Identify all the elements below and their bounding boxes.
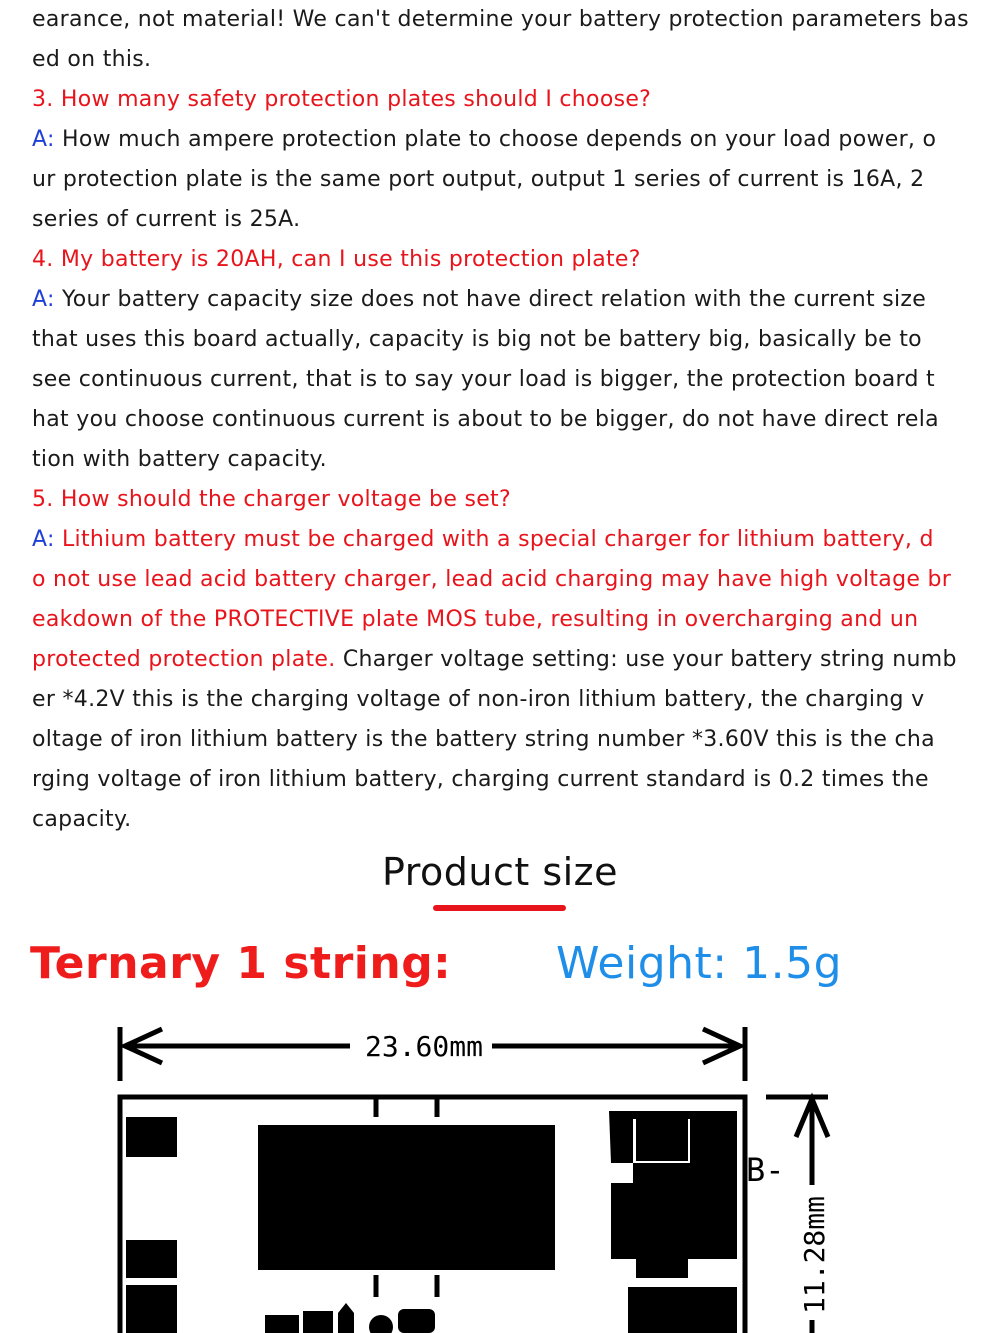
pad-bottom-right (628, 1287, 737, 1333)
section-title: Product size (381, 850, 619, 894)
faq-text (32, 0, 977, 840)
pad-top-left (126, 1117, 177, 1157)
faq-text-segment: capacity. (32, 807, 132, 832)
faq-line (32, 480, 977, 520)
faq-text-segment: ur protection plate is the same port output, output 1 series of current is 16A, 2 (32, 167, 925, 192)
faq-text-segment: rging voltage of iron lithium battery, charging current standard is 0.2 times the (32, 767, 929, 792)
pad-b-minus-label: B- (746, 1151, 785, 1189)
faq-line (32, 200, 977, 240)
variant-label: Ternary 1 string: (30, 938, 452, 989)
faq-text-segment: A: (32, 287, 55, 312)
faq-text-segment: protected protection plate. (32, 647, 336, 672)
faq-text-segment: earance, not material! We can't determine your battery protection parameters bas (32, 7, 969, 32)
board-dimension-diagram (0, 1015, 1000, 1333)
faq-text-segment: Lithium battery must be charged with a special charger for lithium battery, d (54, 527, 934, 552)
faq-text-segment: How much ampere protection plate to choose depends on your load power, o (54, 127, 937, 152)
faq-line (32, 680, 977, 720)
faq-text-segment: 4. My battery is 20AH, can I use this protection plate? (32, 247, 641, 272)
faq-line (32, 440, 977, 480)
weight-label: Weight: 1.5g (556, 938, 843, 989)
faq-text-segment: oltage of iron lithium battery is the battery string number *3.60V this is the cha (32, 727, 935, 752)
faq-line (32, 360, 977, 400)
pad-bottom-left (126, 1285, 177, 1333)
faq-line (32, 400, 977, 440)
faq-line (32, 40, 977, 80)
faq-text-segment: 5. How should the charger voltage be set? (32, 487, 511, 512)
faq-line (32, 280, 977, 320)
pad-mid-right (636, 1240, 688, 1278)
faq-text-segment: Your battery capacity size does not have direct relation with the current size (54, 287, 927, 312)
faq-text-segment: er *4.2V this is the charging voltage of non-iron lithium battery, the charging v (32, 687, 925, 712)
faq-text-segment: 3. How many safety protection plates should I choose? (32, 87, 652, 112)
faq-line (32, 120, 977, 160)
mosfet-2 (303, 1311, 333, 1333)
faq-text-segment: series of current is 25A. (32, 207, 301, 232)
faq-text-segment: eakdown of the PROTECTIVE plate MOS tube, resulting in overcharging and un (32, 607, 919, 632)
height-label: 11.28mm (798, 1195, 831, 1315)
faq-text-segment: see continuous current, that is to say your load is bigger, the protection board t (32, 367, 935, 392)
faq-text-segment: o not use lead acid battery charger, lead acid charging may have high voltage br (32, 567, 952, 592)
faq-line (32, 600, 977, 640)
faq-line (32, 560, 977, 600)
faq-line (32, 80, 977, 120)
faq-text-segment: ed on this. (32, 47, 152, 72)
faq-line (32, 720, 977, 760)
title-underline (433, 905, 566, 911)
faq-line (32, 0, 977, 40)
faq-text-segment: Charger voltage setting: use your battery string numb (335, 647, 957, 672)
faq-text-segment: A: (32, 527, 55, 552)
mosfet-1 (265, 1315, 299, 1333)
faq-text-segment: that uses this board actually, capacity is big not be battery big, basically be to (32, 327, 922, 352)
faq-text-segment: A: (32, 127, 55, 152)
faq-line (32, 520, 977, 560)
faq-line (32, 800, 977, 840)
faq-line (32, 240, 977, 280)
faq-line (32, 760, 977, 800)
pad-mid-left (126, 1240, 177, 1278)
faq-text-segment: tion with battery capacity. (32, 447, 327, 472)
faq-text-segment: hat you choose continuous current is about to be bigger, do not have direct rela (32, 407, 939, 432)
pad-b-minus-inner (636, 1119, 688, 1161)
chip-main (258, 1125, 555, 1270)
faq-line (32, 320, 977, 360)
mosfet-5 (398, 1309, 435, 1333)
faq-line (32, 640, 977, 680)
width-label: 23.60mm (364, 1030, 484, 1063)
faq-line (32, 160, 977, 200)
